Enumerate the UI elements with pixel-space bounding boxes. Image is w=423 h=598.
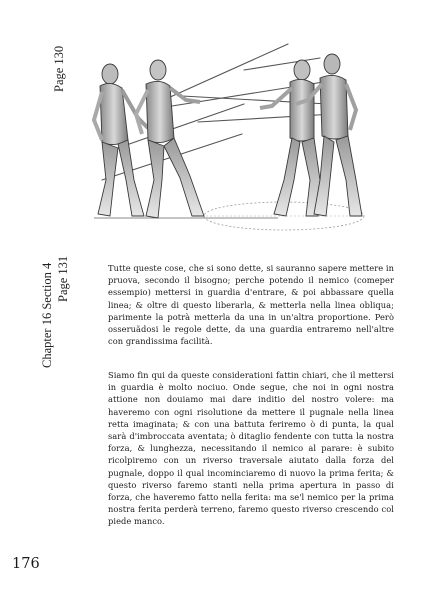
margin-label-page: Page 131: [56, 255, 70, 302]
fencer-figure-2: [136, 60, 204, 218]
body-paragraph-2: Siamo fin qui da queste considerationi fattin chiari, che il mettersi in guardia è molto nociuo. Onde segue, che noi in ogni nostra attione non douiamo mai dare inditio del nostro volere: ma haveremo con ogni risolutione da mettere il pugnale nella linea retta imaginata; & con una battuta feriremo ò di punta, la qual sarà d'imbroccata aventata; ò ditaglio fendente con tutta la nostra forza, & lunghezza, necessitando il nemico al parare: è subito ricolpiremo con un riverso traversale aiutato dalla forza del pugnale, doppo il qual incominciaremo di nuovo la prima ferita; & questo riverso faremo stanti nella prima apertura in passo di forza, che haveremo fatto nella ferita: ma se'l nemico per la prima nostra ferita perderà terreno, faremo questo riverso crescendo col piede manco.: [108, 370, 394, 527]
margin-label-top: Page 130: [52, 45, 66, 92]
fencing-figures-illustration: [88, 30, 380, 262]
body-paragraph-1: Tutte queste cose, che si sono dette, si sauranno sapere mettere in pruova, secondo il bisogno; perche potendo il nemico (comeper essempio) mettersi in guardia d'entrare, & poi abbassare quella linea; & oltre di questo liberarla, & metterla nella linea obliqua; parimente la potrà metterla da una in un'altra proportione. Però osseruãdosi le regole dette, da una guardia entraremo nell'altre con grandissima facilità.: [108, 263, 394, 347]
page-number: 176: [12, 556, 40, 572]
margin-label-chapter: Chapter 16 Section 4: [40, 262, 54, 368]
fencer-figure-3: [260, 60, 320, 216]
